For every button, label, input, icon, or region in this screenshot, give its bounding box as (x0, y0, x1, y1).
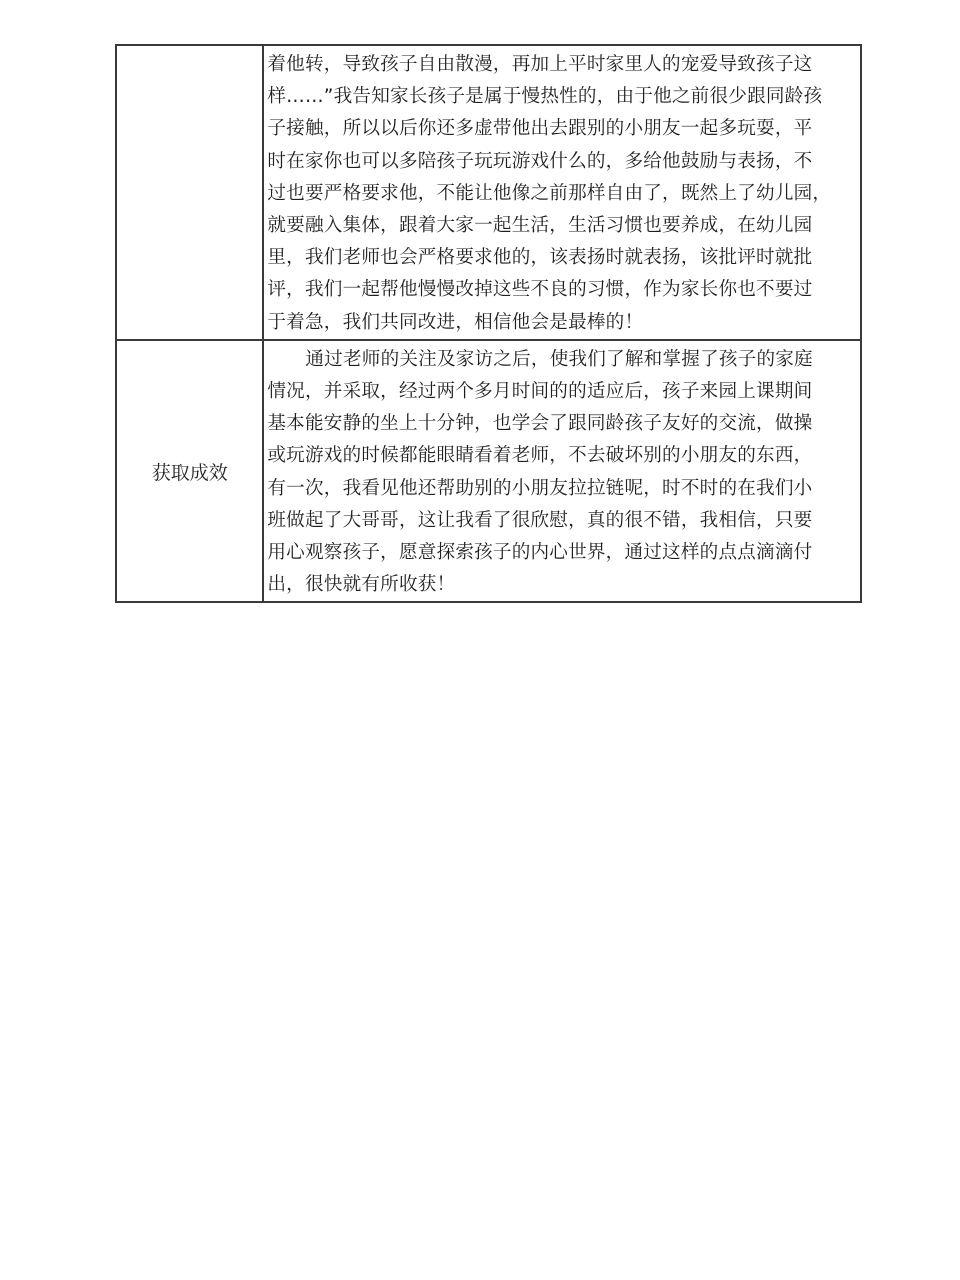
text-line: 基本能安静的坐上十分钟，也学会了跟同龄孩子友好的交流，做操 (267, 413, 813, 435)
text-line: 有一次，我看见他还帮助别的小朋友拉拉链呢，时不时的在我们小 (267, 477, 813, 499)
text-line: 过也要严格要求他，不能让他像之前那样自由了，既然上了幼儿园， (267, 182, 832, 204)
row-label-cell (116, 45, 263, 340)
text-line: 里，我们老师也会严格要求他的，该表扬时就表扬，该批评时就批 (267, 247, 813, 269)
table-row (116, 45, 861, 340)
text-line: 样……”我告知家长孩子是属于慢热性的，由于他之前很少跟同龄孩 (267, 86, 823, 108)
row-label-results: 获取成效 (116, 340, 263, 603)
text-line: 于着急，我们共同改进，相信他会是最棒的！ (267, 311, 644, 333)
document-table (115, 44, 862, 603)
text-line: 或玩游戏的时候都能眼睛看着老师，不去破坏别的小朋友的东西， (267, 445, 813, 467)
text-line: 通过老师的关注及家访之后，使我们了解和掌握了孩子的家庭 (305, 348, 813, 370)
text-line: 就要融入集体，跟着大家一起生活，生活习惯也要养成，在幼儿园 (267, 215, 813, 237)
text-line: 评，我们一起帮他慢慢改掉这些不良的习惯，作为家长你也不要过 (267, 279, 813, 301)
text-line: 用心观察孩子，愿意探索孩子的内心世界，通过这样的点点滴滴付 (267, 542, 813, 564)
row-content-cell (263, 340, 861, 603)
text-line: 时在家你也可以多陪孩子玩玩游戏什么的，多给他鼓励与表扬，不 (267, 150, 813, 172)
text-line: 子接触，所以以后你还多虚带他出去跟别的小朋友一起多玩耍，平 (267, 118, 813, 140)
row-content-cell (263, 45, 861, 340)
table-row (116, 340, 861, 603)
text-line: 情况，并采取，经过两个多月时间的的适应后，孩子来园上课期间 (267, 381, 813, 403)
text-line: 出，很快就有所收获！ (267, 574, 456, 596)
text-line: 班做起了大哥哥，这让我看了很欣慰，真的很不错，我相信，只要 (267, 509, 813, 531)
text-line: 着他转，导致孩子自由散漫，再加上平时家里人的宠爱导致孩子这 (267, 54, 813, 75)
